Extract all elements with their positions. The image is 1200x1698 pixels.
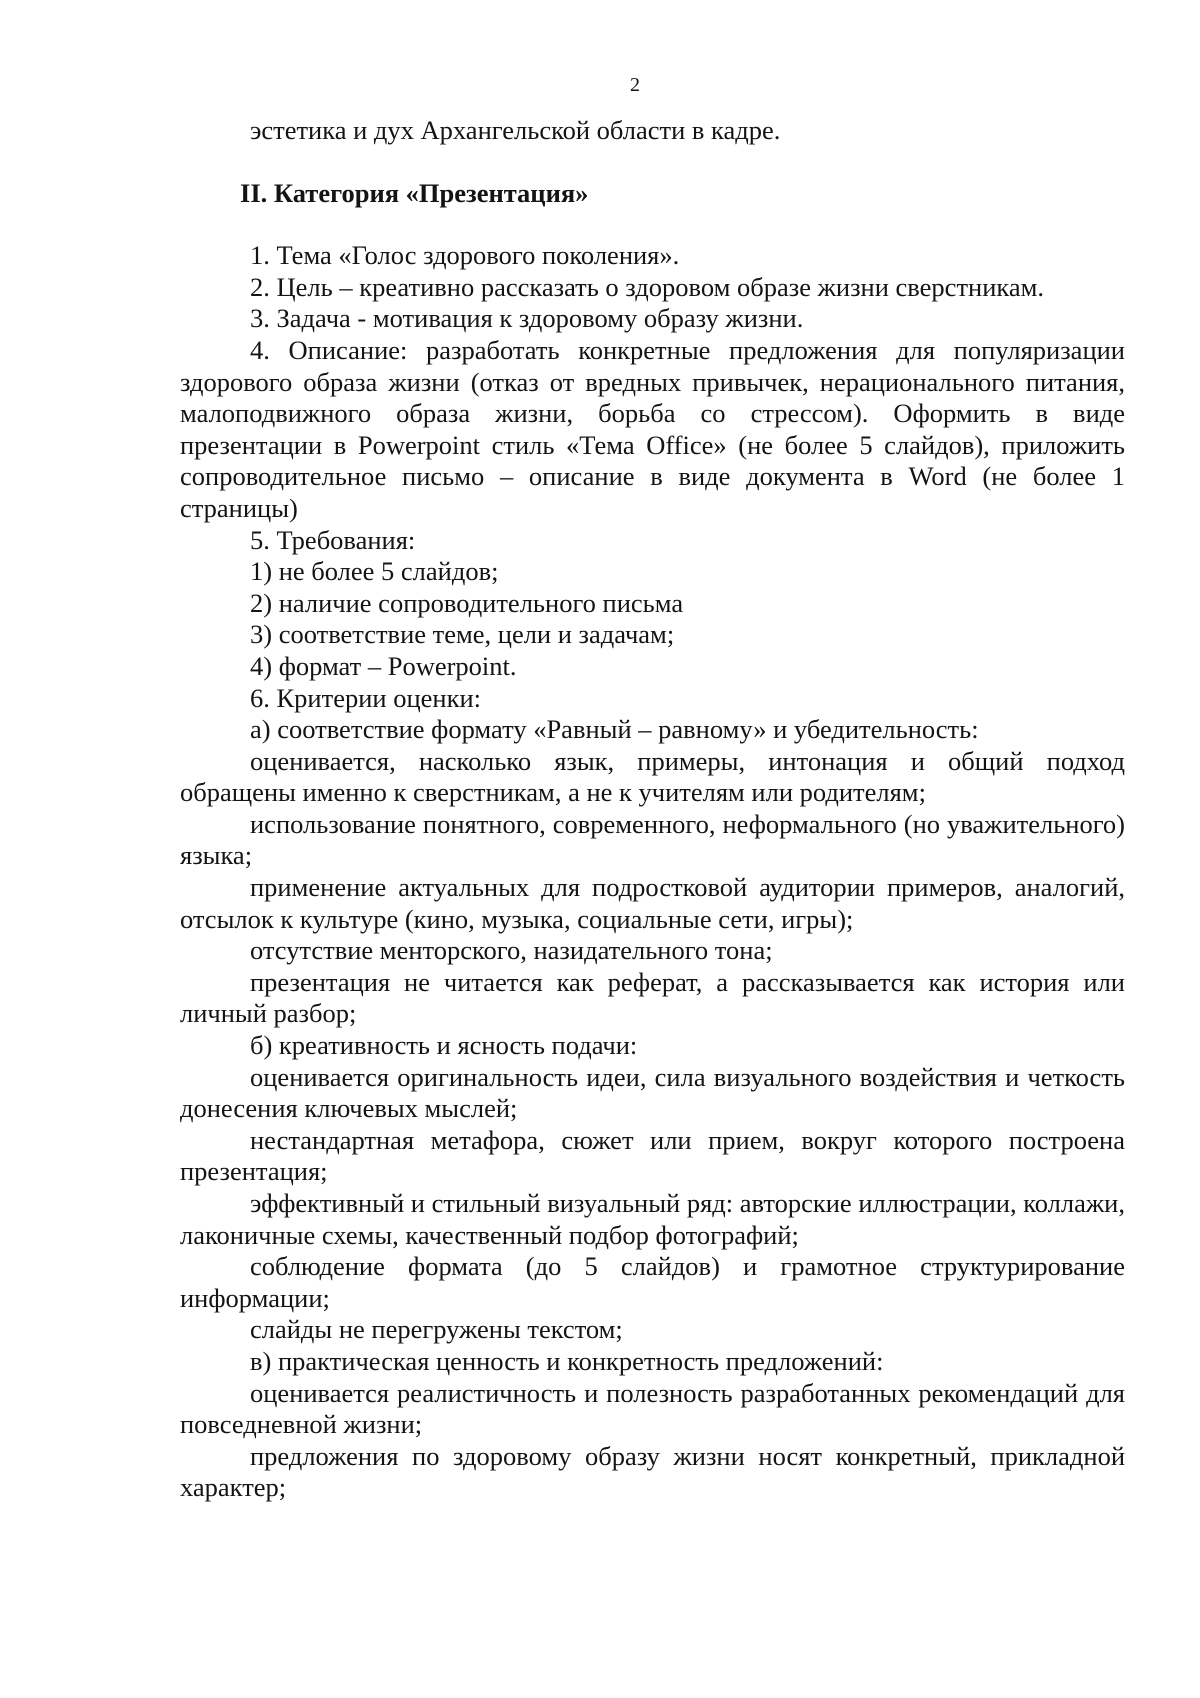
paragraph: применение актуальных для подростковой аудитории примеров, аналогий, отсылок к культуре (кино, музыка, социальные сети, игры); xyxy=(180,872,1125,934)
paragraph: эффективный и стильный визуальный ряд: авторские иллюстрации, коллажи, лаконичные схемы, качественный подбор фотографий; xyxy=(180,1188,1125,1250)
paragraph: 3) соответствие теме, цели и задачам; xyxy=(250,619,675,650)
paragraph: 4) формат – Powerpoint. xyxy=(250,650,517,681)
paragraph: оценивается реалистичность и полезность разработанных рекомендаций для повседневной жизни; xyxy=(180,1377,1125,1440)
paragraph: использование понятного, современного, неформального (но уважительного) языка; xyxy=(180,808,1125,871)
paragraph: слайды не перегружены текстом; xyxy=(250,1314,623,1345)
paragraph: 6. Критерии оценки: xyxy=(250,682,481,713)
paragraph: 2. Цель – креативно рассказать о здоровом образе жизни сверстникам. xyxy=(250,271,1045,302)
document-body xyxy=(180,115,1125,1504)
paragraph: предложения по здоровому образу жизни носят конкретный, прикладной характер; xyxy=(180,1440,1125,1503)
paragraph: 1. Тема «Голос здорового поколения». xyxy=(250,240,680,271)
paragraph: отсутствие менторского, назидательного тона; xyxy=(250,935,773,966)
paragraph: нестандартная метафора, сюжет или прием, вокруг которого построена презентация; xyxy=(180,1124,1125,1187)
paragraph: а) соответствие формату «Равный – равному» и убедительность: xyxy=(250,714,979,745)
paragraph: оценивается, насколько язык, примеры, интонация и общий подход обращены именно к сверстникам, а не к учителям или родителям; xyxy=(180,745,1125,808)
paragraph: 5. Требования: xyxy=(250,524,416,555)
section-title: II. Категория «Презентация» xyxy=(240,177,589,208)
paragraph: соблюдение формата (до 5 слайдов) и грамотное структурирование информации; xyxy=(180,1251,1125,1313)
intro-line: эстетика и дух Архангельской области в кадре. xyxy=(250,115,781,145)
page-number: 2 xyxy=(630,74,640,96)
paragraph: б) креативность и ясность подачи: xyxy=(250,1030,638,1061)
paragraph: оценивается оригинальность идеи, сила визуального воздействия и четкость донесения ключевых мыслей; xyxy=(180,1061,1125,1124)
paragraph: 1) не более 5 слайдов; xyxy=(250,556,499,587)
paragraph: 2) наличие сопроводительного письма xyxy=(250,587,684,618)
paragraph: презентация не читается как реферат, а рассказывается как история или личный разбор; xyxy=(180,966,1125,1029)
paragraph: 4. Описание: разработать конкретные предложения для популяризации здорового образа жизни (отказ от вредных привычек, нерационального питания, малоподвижного образа жизни, борьба со стрессом). Оформить в виде презентации в Powerpoint стиль «Тема Office» (не более 5 слайдов), приложить сопроводительное письмо – описание в виде документа в Word (не более 1 страницы) xyxy=(180,334,1125,523)
paragraph: в) практическая ценность и конкретность предложений: xyxy=(250,1345,884,1376)
paragraph: 3. Задача - мотивация к здоровому образу жизни. xyxy=(250,303,804,334)
